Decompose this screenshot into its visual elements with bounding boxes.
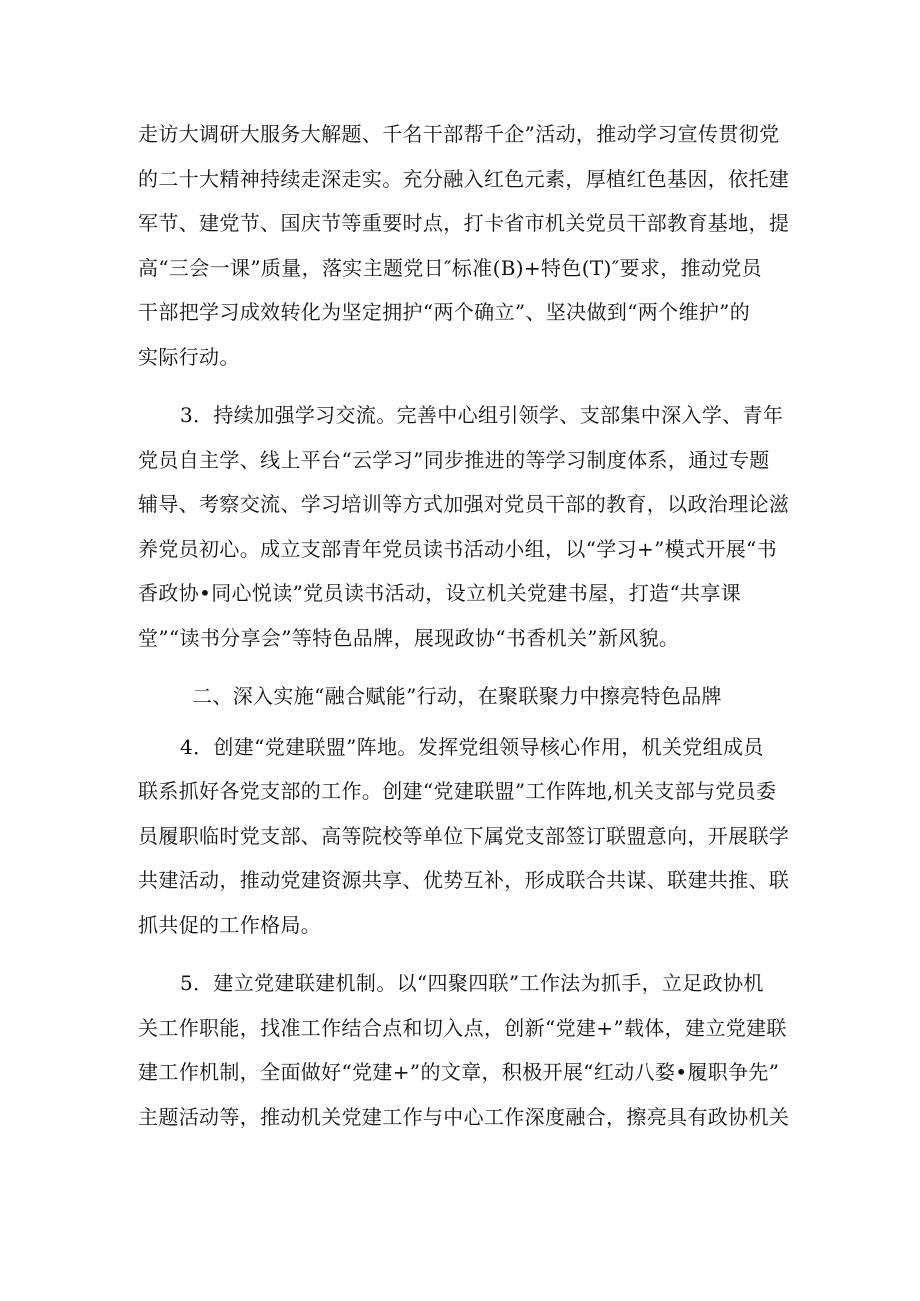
paragraph-line: 主题活动等，推动机关党建工作与中心工作深度融合，擦亮具有政协机关 — [138, 1104, 790, 1129]
paragraph-line: 走访大调研大服务大解题、千名干部帮千企”活动，推动学习宣传贯彻党 — [138, 122, 780, 146]
paragraph-line: 5．建立党建联建机制。以“四聚四联”工作法为抓手，立足政协机 — [180, 971, 764, 995]
paragraph-gap — [138, 947, 798, 961]
section-heading-2: 二、深入实施“融合赋能”行动，在聚联聚力中擦亮特色品牌 — [192, 684, 722, 708]
paragraph-line: 抓共促的工作格局。 — [138, 912, 322, 937]
document-body — [138, 112, 798, 1139]
paragraph-line: 军节、建党节、国庆节等重要时点，打卡省市机关党员干部教育基地，提 — [138, 211, 790, 235]
paragraph-line: 联系抓好各党支部的工作。创建“党建联盟”工作阵地,机关支部与党员委 — [138, 779, 777, 803]
paragraph-gap — [138, 660, 798, 674]
paragraph-line: 干部把学习成效转化为坚定拥护“两个确立”、坚决做到“两个维护”的 — [138, 300, 751, 324]
paragraph-4-party-alliance — [138, 725, 798, 948]
paragraph-line: 实际行动。 — [138, 344, 240, 369]
paragraph-line: 4．创建“党建联盟”阵地。发挥党组领导核心作用，机关党组成员 — [180, 734, 764, 759]
paragraph-line: 关工作职能，找准工作结合点和切入点，创新“党建+”载体，建立党建联 — [138, 1015, 787, 1040]
paragraph-line: 员履职临时党支部、高等院校等单位下属党支部签订联盟意向，开展联学 — [138, 823, 790, 848]
paragraph-5-joint-mechanism — [138, 961, 798, 1139]
paragraph-1 — [138, 112, 798, 379]
paragraph-line: 高“三会一课”质量，落实主题党日″标准(B)+特色(T)″要求，推动党员 — [138, 255, 762, 280]
paragraph-3-study-exchange — [138, 393, 798, 660]
paragraph-gap — [138, 379, 798, 393]
paragraph-line: 辅导、考察交流、学习培训等方式加强对党员干部的教育，以政治理论滋 — [138, 492, 790, 516]
paragraph-line: 养党员初心。成立支部青年党员读书活动小组，以“学习+”模式开展“书 — [138, 536, 777, 561]
paragraph-line: 香政协•同心悦读”党员读书活动，设立机关党建书屋，打造“共享课 — [138, 581, 742, 605]
paragraph-line: 堂”“读书分享会”等特色品牌，展现政协“书香机关”新风貌。 — [138, 625, 680, 650]
paragraph-line: 党员自主学、线上平台“云学习”同步推进的等学习制度体系，通过专题 — [138, 447, 770, 472]
paragraph-line: 共建活动，推动党建资源共享、优势互补，形成联合共谋、联建共推、联 — [138, 868, 790, 892]
paragraph-line: 的二十大精神持续走深走实。充分融入红色元素，厚植红色基因，依托建 — [138, 166, 790, 191]
paragraph-line: 3．持续加强学习交流。完善中心组引领学、支部集中深入学、青年 — [180, 403, 784, 427]
paragraph-line: 建工作机制，全面做好“党建+”的文章，积极开展“红动八婺•履职争先” — [138, 1060, 780, 1084]
